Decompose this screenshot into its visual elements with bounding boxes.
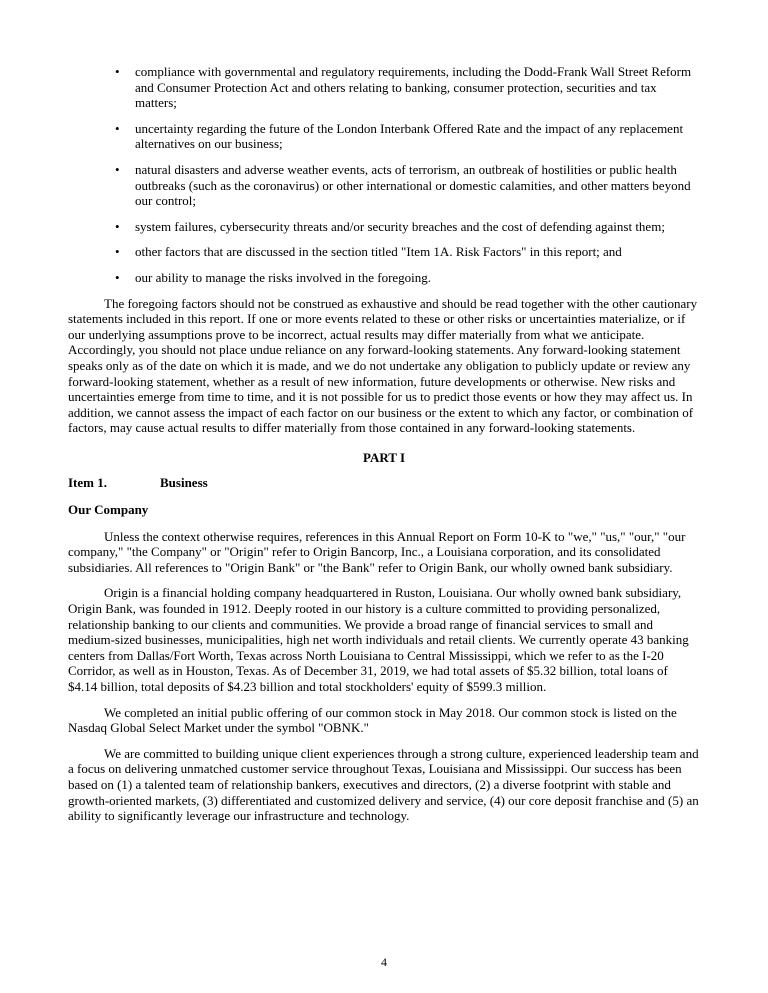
- list-item: [68, 162, 700, 209]
- list-item: [68, 64, 700, 111]
- list-item: [68, 121, 700, 152]
- item-1-heading: [68, 475, 700, 491]
- bullet-text: other factors that are discussed in the section titled "Item 1A. Risk Factors" in this report; and: [135, 244, 622, 260]
- bullet-icon: •: [115, 120, 120, 136]
- bullet-text: our ability to manage the risks involved in the foregoing.: [135, 269, 432, 285]
- list-item: [68, 219, 700, 235]
- part-one-heading: PART I: [362, 449, 406, 465]
- list-item: [68, 270, 700, 286]
- bullet-icon: •: [115, 218, 120, 234]
- our-company-heading: Our Company: [68, 502, 149, 518]
- bullet-icon: •: [115, 244, 120, 260]
- bullet-text: system failures, cybersecurity threats and/or security breaches and the cost of defending against them;: [135, 218, 665, 234]
- item-number-label: Item 1.: [68, 475, 107, 491]
- ipo-paragraph: We completed an initial public offering of our common stock in May 2018. Our common stock is listed on the Nasdaq Global Select Market under the symbol "OBNK.": [68, 704, 677, 736]
- references-paragraph: Unless the context otherwise requires, references in this Annual Report on Form 10-K to "we," "us," "our," "our company," "the Company" or "Origin" refer to Origin Bancorp, Inc., a Louisiana corporation, and its consolidated subsidiaries. All references to "Origin Bank" or "the Bank" refer to Origin Bank, our wholly owned bank subsidiary.: [68, 528, 686, 575]
- bullet-text: compliance with governmental and regulatory requirements, including the Dodd-Frank Wall Street Reform and Consumer Protection Act and others relating to banking, consumer protection, securities and tax matters;: [135, 64, 692, 111]
- page-number: 4: [381, 955, 387, 970]
- bullet-icon: •: [115, 269, 120, 285]
- bullet-icon: •: [115, 161, 120, 177]
- list-item: [68, 244, 700, 260]
- bullet-text: uncertainty regarding the future of the London Interbank Offered Rate and the impact of any replacement alternatives on our business;: [135, 120, 684, 152]
- bullet-icon: •: [115, 64, 120, 79]
- bullet-text: natural disasters and adverse weather events, acts of terrorism, an outbreak of hostilities or public health outbreaks (such as the coronavirus) or other international or domestic calamities, and other matters beyond our control;: [135, 161, 691, 209]
- risk-factor-bullet-list: [68, 64, 700, 286]
- forward-looking-statements-paragraph: The foregoing factors should not be construed as exhaustive and should be read together with the other cautionary statements included in this report. If one or more events related to these or other risks or uncertainties materialize, or if our underlying assumptions prove to be incorrect, actual results may differ materially from what we anticipate. Accordingly, you should not place undue reliance on any forward-looking statements. Any forward-looking statement speaks only as of the date on which it is made, and we do not undertake any obligation to publicly update or review any forward-looking statement, whether as a result of new information, future developments or otherwise. New risks and uncertainties emerge from time to time, and it is not possible for us to predict those events or how they may affect us. In addition, we cannot assess the impact of each factor on our business or the extent to which any factor, or combination of factors, may cause actual results to differ materially from those contained in any forward-looking statements.: [68, 295, 698, 436]
- company-overview-paragraph: Origin is a financial holding company headquartered in Ruston, Louisiana. Our wholly owned bank subsidiary, Origin Bank, was founded in 1912. Deeply rooted in our history is a culture committed to providing personalized, relationship banking to our clients and communities. We provide a broad range of financial services to small and medium-sized businesses, municipalities, high net worth individuals and retail clients. We currently operate 43 banking centers from Dallas/Fort Worth, Texas across North Louisiana to Central Mississippi, which we refer to as the I-20 Corridor, as well as in Houston, Texas. As of December 31, 2019, we had total assets of $5.32 billion, total loans of $4.14 billion, total deposits of $4.23 billion and total stockholders' equity of $599.3 million.: [68, 585, 689, 694]
- commitment-paragraph: We are committed to building unique client experiences through a strong culture, experienced leadership team and a focus on delivering unmatched customer service throughout Texas, Louisiana and Mississippi. Our success has been based on (1) a talented team of relationship bankers, executives and directors, (2) a diverse footprint with stable and growth-oriented markets, (3) differentiated and customized delivery and service, (4) our core deposit franchise and (5) an ability to significantly leverage our infrastructure and technology.: [68, 745, 699, 824]
- item-title-label: Business: [160, 475, 208, 491]
